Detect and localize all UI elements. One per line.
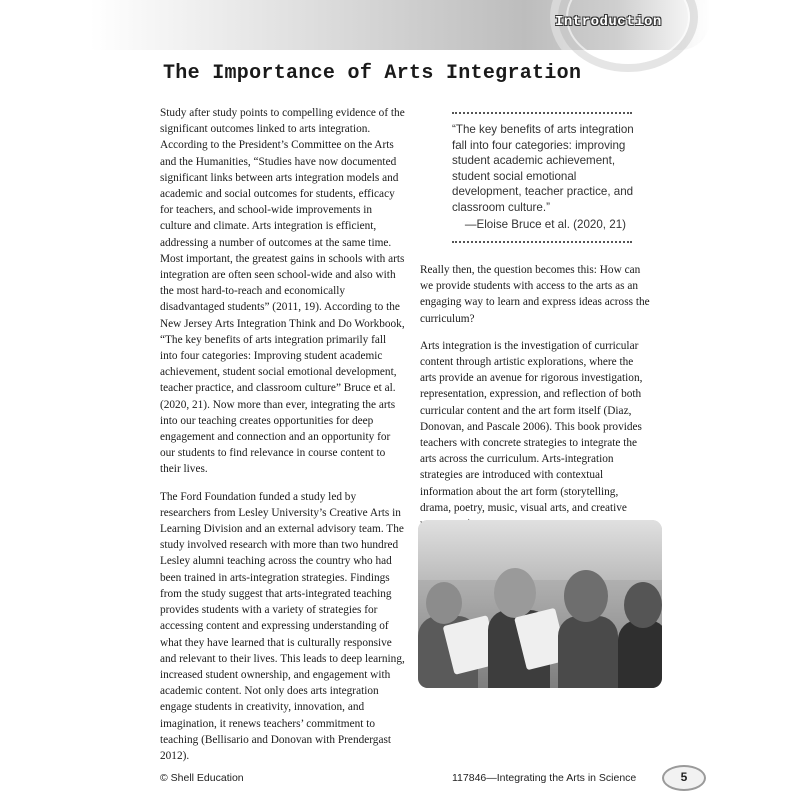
dotted-divider-top [452, 112, 632, 114]
photo-figure [618, 620, 662, 688]
photo-figure [624, 582, 662, 628]
photo-figure [564, 570, 608, 622]
page-number: 5 [662, 765, 706, 791]
body-paragraph: Really then, the question becomes this: How can we provide students with access to the arts as an engaging way to learn and express ideas across the curriculum? [420, 264, 650, 325]
photo-figure [558, 616, 618, 688]
students-singing-photo [418, 520, 662, 688]
photo-figure [426, 582, 462, 624]
photo-background-wall [418, 520, 662, 580]
right-column [420, 262, 652, 543]
page-title: The Importance of Arts Integration [163, 62, 582, 85]
body-paragraph: The Ford Foundation funded a study led by researchers from Lesley University’s Creative Arts in Learning Division and an external advisory team. The study involved research with more than two hundred Lesley alumni teaching across the country who had been trained in arts-integration strategies. Findings from the study suggest that arts-integrated teaching provides students with a variety of strategies for accessing content and expressing understanding of what they have learned that is culturally responsive and relevant to their lives. This leads to deep learning, increased student ownership, and engagement with academic content. Not only does arts integration engage students in creativity, innovation, and imagination, it renews teachers’ commitment to teaching (Bellisario and Donovan with Prendergast 2012). [160, 490, 405, 762]
quote-citation: —Eloise Bruce et al. (2020, 21) [464, 217, 626, 231]
body-paragraph: Study after study points to compelling evidence of the significant outcomes linked to arts integration. According to the President’s Committee on the Arts and the Humanities, “Studies have now documented significant links between arts integration models and academic and social outcomes for students, efficacy for teachers, and school-wide improvements in culture and climate. Arts integration is efficient, addressing a number of outcomes at the same time. Most important, the greatest gains in schools with arts integration are often seen school-wide and also with the most hard-to-reach and economically disadvantaged students” (2011, 19). According to the New Jersey Arts Integration Think and Do Workbook, “The key benefits of arts integration primarily fall into four categories: Improving student academic achievement, student social emotional development, teacher practice, and classroom culture” Bruce et al. (2020, 21). Now more than ever, integrating the arts into our teaching creates opportunities for deep engagement and connection and an opportunity for our students to find relevance in course content to their lives. [160, 107, 405, 476]
left-column [160, 105, 406, 775]
footer-publisher: © Shell Education [160, 772, 244, 784]
photo-figure [494, 568, 536, 618]
body-paragraph: Arts integration is the investigation of curricular content through artistic explorations, where the arts provide an avenue for rigorous investigation, representation, expression, and reflection of both curricular content and the art form itself (Diaz, Donovan, and Pascale 2006). This book provides teachers with concrete strategies to integrate the arts across the curriculum. Arts-integration strategies are introduced with contextual information about the art form (storytelling, drama, poetry, music, visual arts, and creative [420, 339, 643, 514]
pull-quote [452, 112, 640, 243]
section-tab: Introduction [555, 14, 662, 30]
quote-text: “The key benefits of arts integration fall into four categories: improving student academic achievement, student social emotional development, teacher practice, and classroom culture.” [452, 123, 634, 214]
footer-book-title: 117846—Integrating the Arts in Science [452, 772, 637, 784]
dotted-divider-bottom [452, 241, 632, 243]
